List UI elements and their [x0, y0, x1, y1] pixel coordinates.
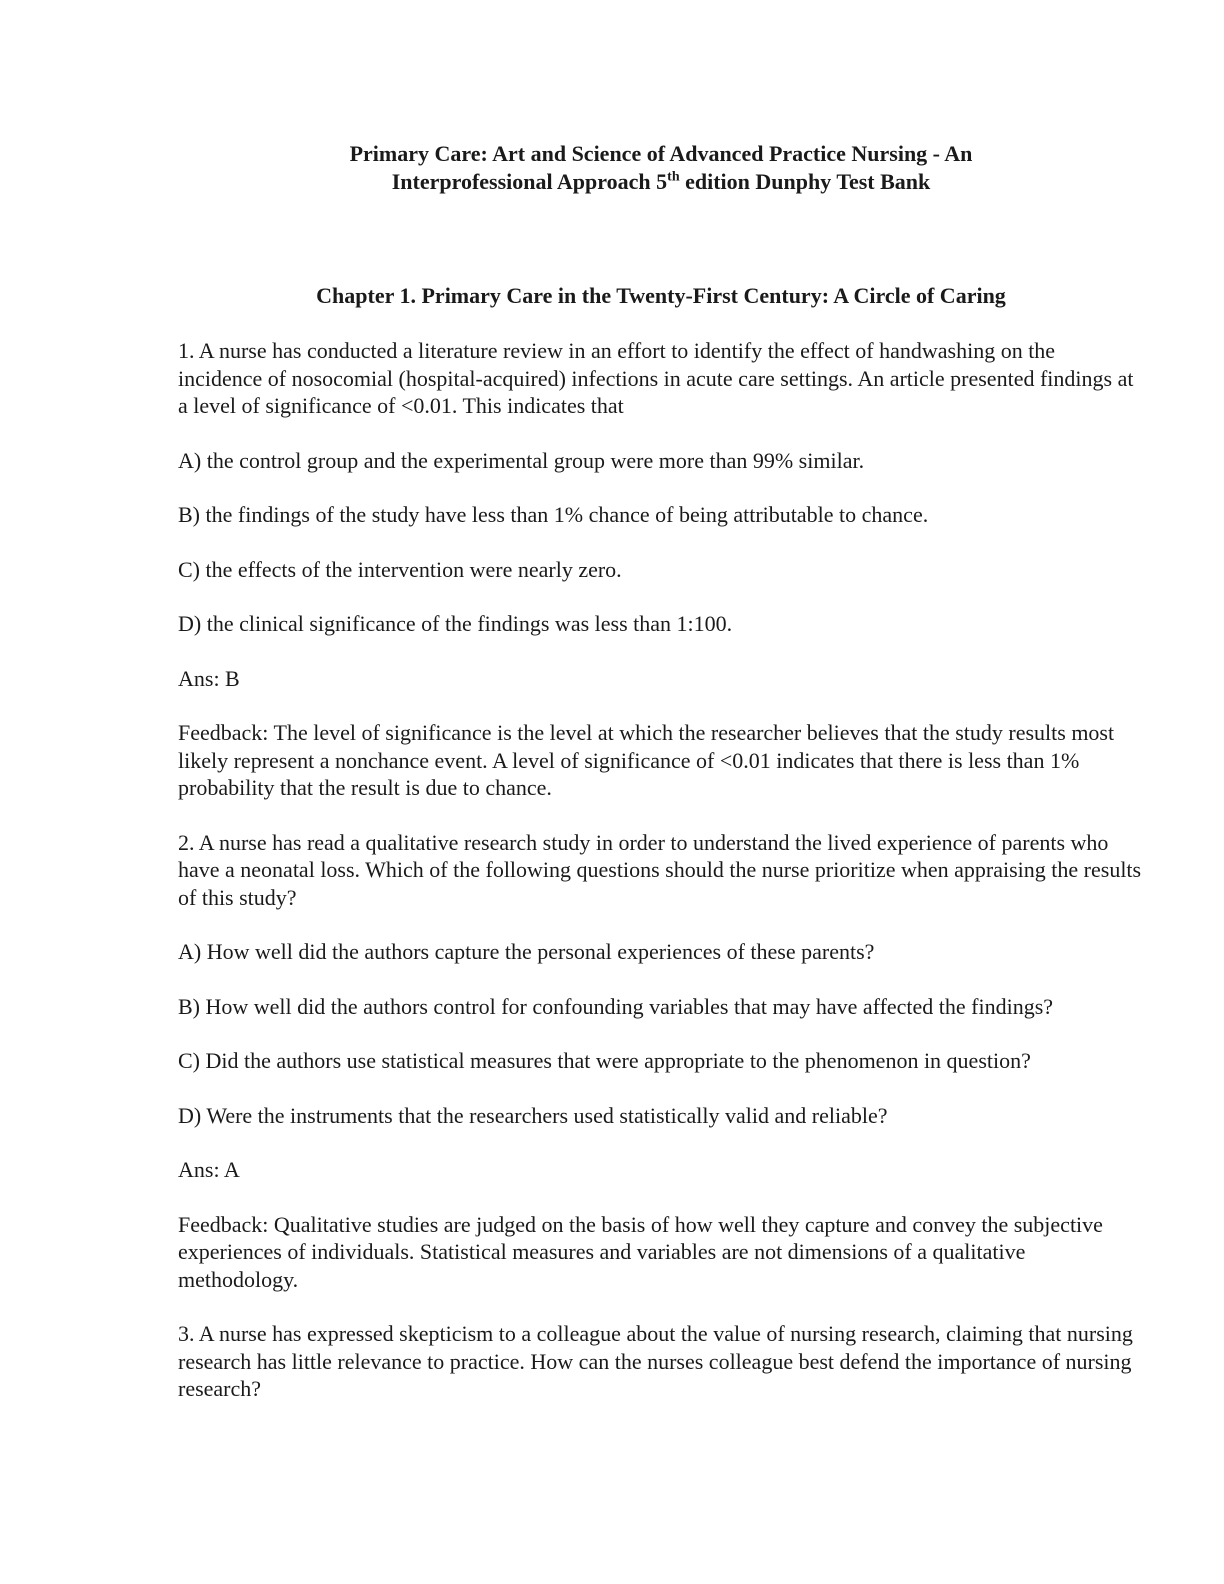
chapter-title: Chapter 1. Primary Care in the Twenty-First Century: A Circle of Caring: [316, 283, 1006, 308]
answer-option: B) the findings of the study have less than 1% chance of being attributable to chance.: [178, 502, 929, 527]
answer-option: C) the effects of the intervention were nearly zero.: [178, 556, 622, 582]
question-stem: 3. A nurse has expressed skepticism to a colleague about the value of nursing research, claiming that nursing research has little relevance to practice. How can the nurses colleague best defend the importance of nursing research?: [178, 1321, 1133, 1401]
answer-option: C) Did the authors use statistical measures that were appropriate to the phenomenon in question?: [178, 1048, 1031, 1073]
answer-option: D) Were the instruments that the researchers used statistically valid and reliable?: [178, 1102, 888, 1128]
document-title-line2: Interprofessional Approach 5th edition Dunphy Test Bank: [391, 169, 931, 194]
document-title-line1: Primary Care: Art and Science of Advanced Practice Nursing - An: [349, 141, 973, 166]
feedback-text: Feedback: Qualitative studies are judged on the basis of how well they capture and convey the subjective experiences of individuals. Statistical measures and variables are not dimensions of a qualitative methodology.: [178, 1211, 1103, 1292]
answer-key: Ans: A: [178, 1157, 240, 1182]
feedback-text: Feedback: The level of significance is the level at which the researcher believes that the study results most likely represent a nonchance event. A level of significance of <0.01 indicates that there is less than 1% probability that the result is due to chance.: [178, 720, 1115, 800]
answer-option: B) How well did the authors control for confounding variables that may have affected the findings?: [178, 993, 1054, 1019]
question-stem: 2. A nurse has read a qualitative research study in order to understand the lived experience of parents who have a neonatal loss. Which of the following questions should the nurse prioritize when appraising the results of this study?: [178, 829, 1142, 910]
document-title: [178, 140, 1144, 196]
edition-superscript: th: [667, 169, 680, 185]
answer-option: A) the control group and the experimental group were more than 99% similar.: [178, 447, 865, 473]
answer-option: D) the clinical significance of the findings was less than 1:100.: [178, 611, 733, 636]
document-page: [178, 140, 1144, 1403]
answer-key: Ans: B: [178, 665, 240, 691]
question-stem: 1. A nurse has conducted a literature review in an effort to identify the effect of handwashing on the incidence of nosocomial (hospital-acquired) infections in acute care settings. An article presented findings at a level of significance of <0.01. This indicates that: [178, 338, 1134, 418]
answer-option: A) How well did the authors capture the personal experiences of these parents?: [178, 939, 875, 964]
